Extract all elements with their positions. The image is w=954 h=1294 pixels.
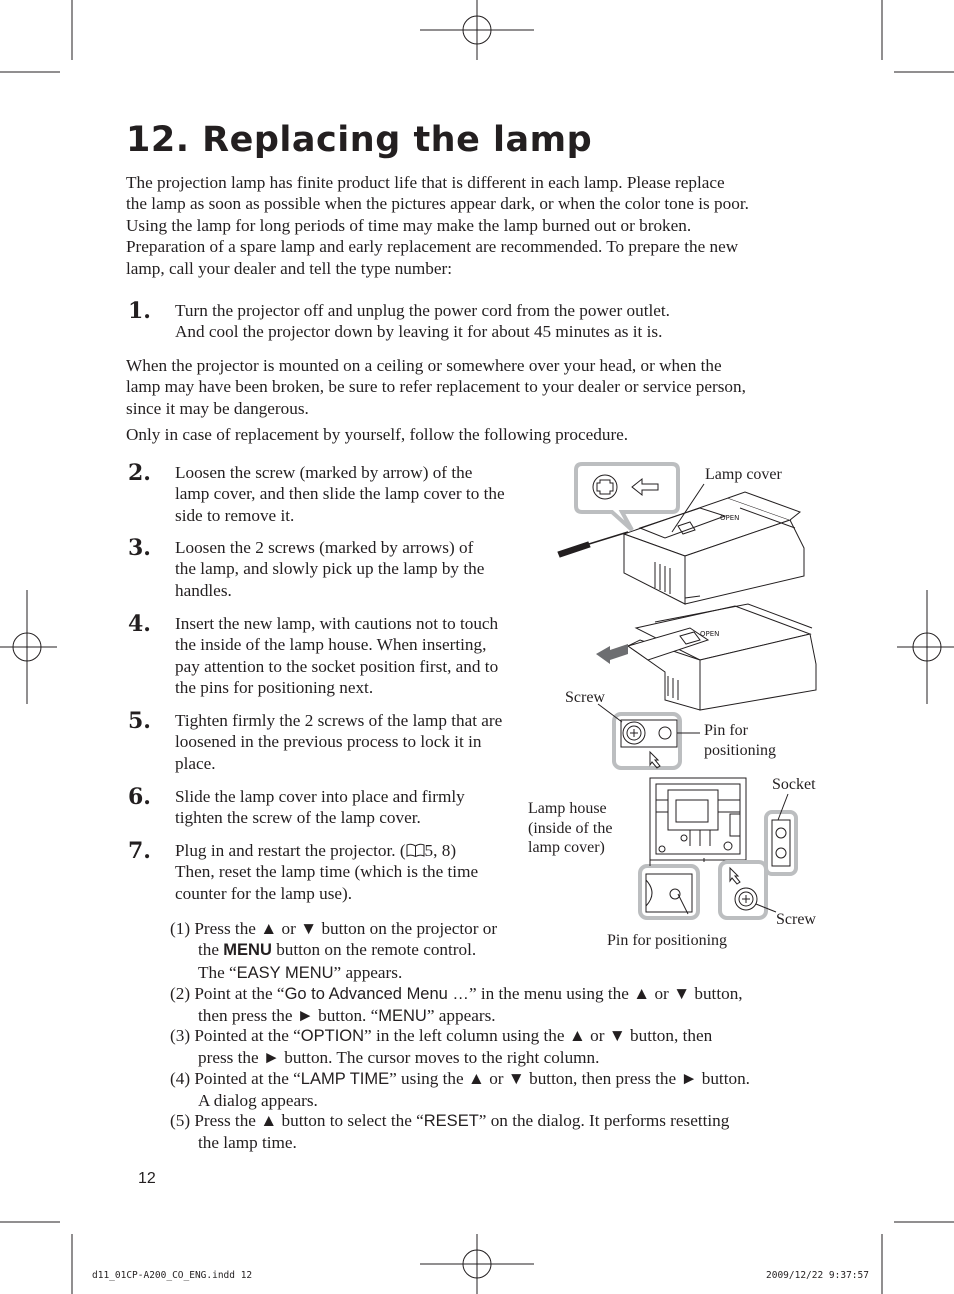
screwdriver-icon: [558, 532, 628, 557]
label-pin-positioning: Pin for positioning: [607, 932, 728, 949]
step-line: And cool the projector down by leaving it for about 45 minutes as it is.: [175, 322, 663, 342]
substep-line: press the ► button. The cursor moves to the right column.: [198, 1048, 600, 1068]
projector-illustration: [628, 604, 816, 710]
substep-line: A dialog appears.: [198, 1091, 318, 1111]
substep-1: [170, 918, 497, 984]
socket-icon: [766, 812, 796, 874]
label-screw: Screw: [565, 689, 605, 706]
text: then press the ► button. “: [198, 1006, 379, 1026]
procedure-note: Only in case of replacement by yourself, follow the following procedure.: [126, 425, 629, 444]
step-line: the pins for positioning next.: [175, 678, 374, 698]
warning-line: lamp may have been broken, be sure to refer replacement to your dealer or service person,: [126, 377, 746, 397]
page-number: 12: [138, 1170, 156, 1187]
menu-name: EASY MENU: [236, 963, 334, 982]
step-number: 6.: [128, 784, 151, 810]
menu-name: Go to Advanced Menu …: [284, 985, 469, 1003]
screw-pin-callout: [614, 714, 680, 768]
step-line: Insert the new lamp, with cautions not to touch: [175, 614, 499, 633]
intro-line: lamp, call your dealer and tell the type number:: [126, 258, 452, 278]
menu-name: MENU: [378, 1007, 427, 1026]
substep-line: (1) Press the ▲ or ▼ button on the projector or: [170, 919, 498, 938]
step-number: 7.: [128, 838, 151, 864]
menu-name: OPTION: [300, 1027, 365, 1045]
step-line: Slide the lamp cover into place and firmly: [175, 787, 465, 806]
label-pin-positioning: [704, 721, 776, 760]
text: ” in the left column using the ▲ or ▼ button, then: [364, 1026, 713, 1045]
label-lamp-house: [528, 799, 612, 858]
step-line: Turn the projector off and unplug the power cord from the power outlet.: [175, 301, 670, 320]
step-line: Tighten firmly the 2 screws of the lamp that are: [175, 711, 503, 730]
step-line: place.: [175, 753, 216, 773]
step-line: handles.: [175, 580, 232, 600]
substep-4: [170, 1068, 750, 1112]
menu-button-name: MENU: [223, 941, 272, 960]
step-line: tighten the screw of the lamp cover.: [175, 808, 421, 828]
step-number: 3.: [128, 535, 151, 561]
step-line: Loosen the 2 screws (marked by arrows) of: [175, 538, 474, 557]
step-line: side to remove it.: [175, 505, 295, 525]
substep-5: [170, 1110, 729, 1154]
step-line: Loosen the screw (marked by arrow) of the: [175, 463, 473, 482]
footer-timestamp: 2009/12/22 9:37:57: [766, 1270, 869, 1281]
text: The “: [198, 962, 237, 982]
text: lamp cover): [528, 839, 605, 856]
footer-filename: d11_01CP-A200_CO_ENG.indd 12: [92, 1270, 253, 1281]
step-line: the lamp, and slowly pick up the lamp by the: [175, 559, 485, 579]
screw-callout: [720, 862, 766, 918]
step-number: 4.: [128, 611, 151, 637]
label-screw: Screw: [776, 911, 816, 928]
intro-line: the lamp as soon as possible when the pictures appear dark, or when the color tone is poor.: [126, 194, 749, 214]
step-number: 1.: [128, 298, 151, 324]
text: ” in the menu using the ▲ or ▼ button,: [468, 984, 743, 1003]
substep-3: [170, 1025, 712, 1069]
text: button on the remote control.: [271, 940, 477, 960]
warning-line: since it may be dangerous.: [126, 398, 309, 418]
substep-2: [170, 983, 743, 1028]
text: ” appears.: [333, 962, 403, 982]
book-reference-icon: [406, 843, 425, 857]
step-line: pay attention to the socket position first, and to: [175, 656, 499, 676]
warning-line: When the projector is mounted on a ceiling or somewhere over your head, or when the: [126, 356, 722, 375]
text: the: [198, 940, 224, 960]
menu-name: RESET: [423, 1112, 479, 1130]
intro-line: Preparation of a spare lamp and early replacement are recommended. To prepare the new: [126, 237, 739, 257]
step-line: the inside of the lamp house. When inserting,: [175, 635, 487, 655]
intro-paragraph: [126, 172, 836, 279]
text: (inside of the: [528, 819, 613, 837]
warning-paragraph: [126, 355, 746, 419]
page-title: 12. Replacing the lamp: [126, 120, 593, 160]
step-line: loosened in the previous process to lock it in: [175, 732, 482, 752]
intro-line: The projection lamp has finite product life that is different in each lamp. Please replace: [126, 173, 725, 192]
text: (5) Press the ▲ button to select the “: [170, 1111, 424, 1130]
menu-name: LAMP TIME: [300, 1070, 390, 1088]
step-line: Plug in and restart the projector. (: [175, 841, 406, 860]
label-lamp-cover: Lamp cover: [705, 466, 782, 483]
text: Pin for: [704, 722, 748, 739]
step-number: 5.: [128, 708, 151, 734]
text: ” appears.: [426, 1006, 496, 1026]
step-number: 2.: [128, 460, 151, 486]
text: ” using the ▲ or ▼ button, then press the ► button.: [389, 1069, 750, 1088]
svg-text:OPEN: OPEN: [720, 514, 740, 522]
substep-line: the lamp time.: [198, 1133, 297, 1153]
pin-callout: [640, 866, 698, 918]
text: (3) Pointed at the “: [170, 1026, 301, 1045]
svg-text:OPEN: OPEN: [700, 630, 720, 638]
step-reference: 5, 8): [424, 841, 457, 860]
step-line: counter for the lamp use).: [175, 883, 353, 903]
step-line: lamp cover, and then slide the lamp cover to the: [175, 484, 505, 504]
step-line: Then, reset the lamp time (which is the time: [175, 862, 479, 882]
text: (4) Pointed at the “: [170, 1069, 301, 1088]
text: Lamp house: [528, 800, 607, 817]
text: ” on the dialog. It performs resetting: [478, 1111, 730, 1130]
lamp-house-illustration: [650, 778, 746, 860]
label-socket: Socket: [772, 776, 816, 793]
intro-line: Using the lamp for long periods of time may make the lamp burned out or broken.: [126, 215, 692, 235]
text: (2) Point at the “: [170, 984, 285, 1003]
slide-arrow-icon: [596, 644, 628, 664]
text: positioning: [704, 741, 777, 759]
